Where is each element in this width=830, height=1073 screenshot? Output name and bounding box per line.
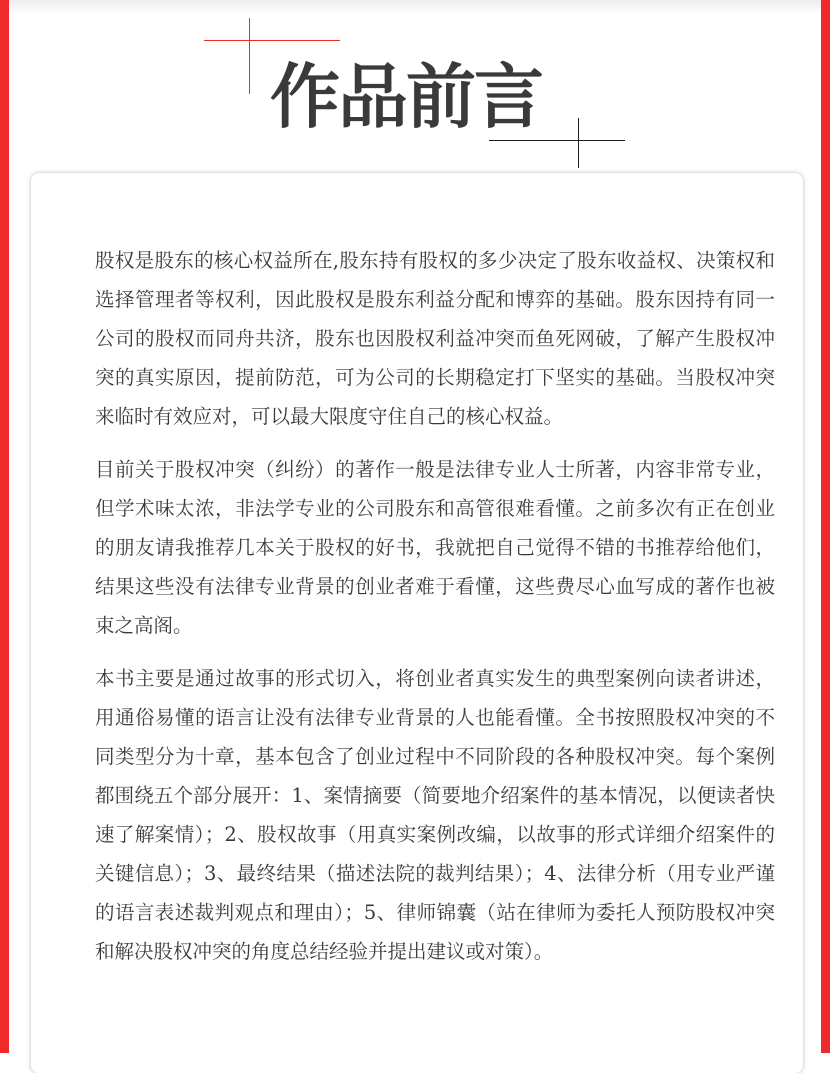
- preface-paragraph-3: 本书主要是通过故事的形式切入，将创业者真实发生的典型案例向读者讲述，用通俗易懂的语言让没有法律专业背景的人也能看懂。全书按照股权冲突的不同类型分为十章，基本包含了创业过程中不同阶段的各种股权冲突。每个案例都围绕五个部分展开：1、案情摘要（简要地介绍案件的基本情况，以便读者快速了解案情）；2、股权故事（用真实案例改编，以故事的形式详细介绍案件的关键信息）；3、最终结果（描述法院的裁判结果）；4、法律分析（用专业严谨的语言表述裁判观点和理由）；5、律师锦囊（站在律师为委托人预防股权冲突和解决股权冲突的角度总结经验并提出建议或对策）。: [95, 667, 775, 963]
- title-decoration-dark-vertical-line: [578, 118, 579, 168]
- top-shadow-strip: [9, 0, 821, 14]
- page-title: 作品前言: [270, 56, 542, 138]
- preface-body: [95, 241, 775, 985]
- title-decoration-red-horizontal-line: [204, 40, 340, 41]
- title-decoration-dark-horizontal-line: [489, 140, 625, 141]
- preface-paragraph-2: 目前关于股权冲突（纠纷）的著作一般是法律专业人士所著，内容非常专业，但学术味太浓，非法学专业的公司股东和高管很难看懂。之前多次有正在创业的朋友请我推荐几本关于股权的好书，我就把自己觉得不错的书推荐给他们，结果这些没有法律专业背景的创业者难于看懂，这些费尽心血写成的著作也被束之高阁。: [95, 458, 775, 637]
- left-accent-bar: [0, 0, 9, 1053]
- title-decoration-red-vertical-line: [249, 18, 250, 94]
- right-accent-bar: [821, 0, 830, 1053]
- preface-paragraph-1: 股权是股东的核心权益所在,股东持有股权的多少决定了股东收益权、决策权和选择管理者等权利，因此股权是股东利益分配和博弈的基础。股东因持有同一公司的股权而同舟共济，股东也因股权利益冲突而鱼死网破，了解产生股权冲突的真实原因，提前防范，可为公司的长期稳定打下坚实的基础。当股权冲突来临时有效应对，可以最大限度守住自己的核心权益。: [95, 249, 775, 428]
- content-card: [31, 173, 803, 1073]
